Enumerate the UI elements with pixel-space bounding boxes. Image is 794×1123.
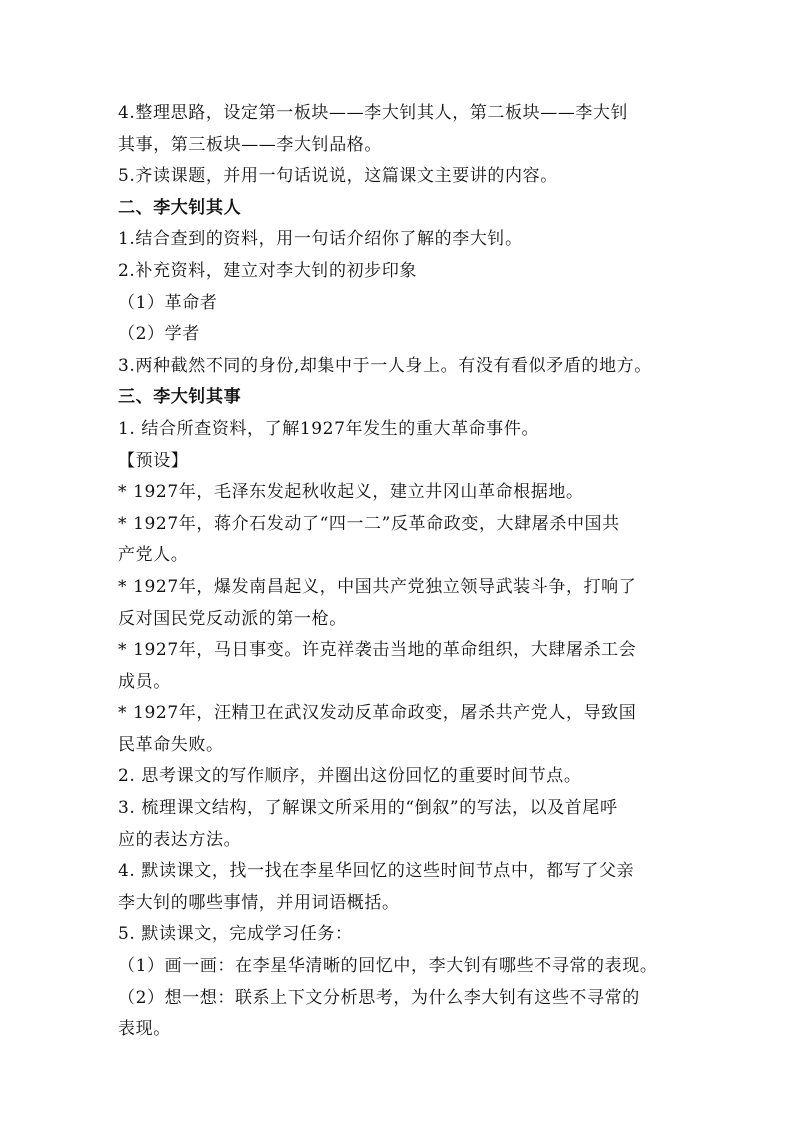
bullet-line: * 1927年，爆发南昌起义，中国共产党独立领导武装斗争，打响了 [118,576,637,597]
list-item: （2）想一想：联系上下文分析思考，为什么李大钊有这些不寻常的 [118,987,640,1008]
list-item: （1）革命者 [118,292,218,313]
bullet-line: * 1927年，毛泽东发起秋收起义，建立井冈山革命根据地。 [118,482,584,503]
section-heading: 三、李大钊其事 [118,387,242,408]
section-heading: 二、李大钊其人 [118,197,242,218]
paragraph-line: 4.整理思路，设定第一板块——李大钊其人，第二板块——李大钊 [118,103,629,123]
paragraph-line: 李大钊的哪些事情，并用词语概括。 [118,892,400,913]
list-item: （2）学者 [118,324,200,345]
paragraph-line: 4. 默读课文，找一找在李星华回忆的这些时间节点中，都写了父亲 [118,861,635,882]
preset-label: 【预设】 [118,450,189,471]
list-item: 表现。 [118,1019,171,1040]
list-item: （1）画一画：在李星华清晰的回忆中，李大钊有哪些不寻常的表现。 [118,956,658,977]
paragraph-line: 1. 结合所查资料，了解1927年发生的重大革命事件。 [118,418,540,439]
bullet-line: * 1927年，蒋介石发动了“四一二”反革命政变，大肆屠杀中国共 [118,513,620,534]
paragraph-line: 其事，第三板块——李大钊品格。 [118,134,382,155]
paragraph-line: 5. 默读课文，完成学习任务： [118,924,353,945]
bullet-line: 产党人。 [118,545,189,566]
paragraph-line: 5.齐读课题，并用一句话说说，这篇课文主要讲的内容。 [118,166,558,187]
bullet-line: * 1927年，汪精卫在武汉发动反革命政变，屠杀共产党人，导致国 [118,703,637,724]
paragraph-line: 3. 梳理课文结构，了解课文所采用的“倒叙”的写法，以及首尾呼 [118,798,618,819]
bullet-line: 反对国民党反动派的第一枪。 [118,608,347,629]
bullet-line: * 1927年，马日事变。许克祥袭击当地的革命组织，大肆屠杀工会 [118,640,637,661]
paragraph-line: 2.补充资料，建立对李大钊的初步印象 [118,260,418,281]
paragraph-line: 1.结合查到的资料，用一句话介绍你了解的李大钊。 [118,229,523,250]
paragraph-line: 应的表达方法。 [118,829,242,850]
paragraph-line: 3.两种截然不同的身份,却集中于一人身上。有没有看似矛盾的地方。 [118,355,652,376]
document-page [118,98,678,1046]
paragraph-line: 2. 思考课文的写作顺序，并圈出这份回忆的重要时间节点。 [118,766,582,787]
bullet-line: 民革命失败。 [118,734,224,755]
bullet-line: 成员。 [118,671,171,692]
